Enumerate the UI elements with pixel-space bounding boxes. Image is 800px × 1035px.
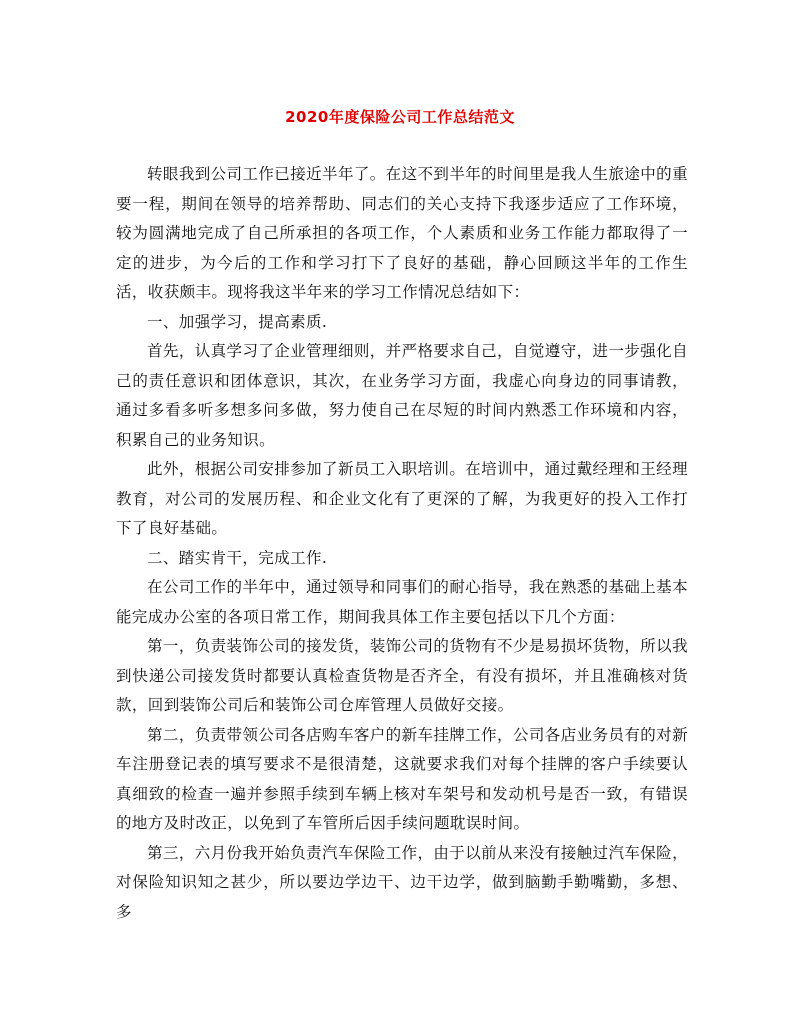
document-body	[116, 160, 688, 927]
document-title: 2020年度保险公司工作总结范文	[285, 108, 515, 126]
paragraph-work-overview: 在公司工作的半年中，通过领导和同事们的耐心指导，我在熟悉的基础上基本能完成办公室的各项日常工作，期间我具体工作主要包括以下几个方面：	[116, 578, 688, 626]
paragraph-first-task: 第一，负责装饰公司的接发货，装饰公司的货物有不少是易损坏货物，所以我到快递公司接发货时都要认真检查货物是否齐全，有没有损坏，并且准确核对货款，回到装饰公司后和装饰公司仓库管理人员做好交接。	[116, 637, 688, 714]
section-heading-2: 二、踏实肯干，完成工作.	[147, 548, 328, 567]
paragraph-study: 首先，认真学习了企业管理细则，并严格要求自己，自觉遵守，进一步强化自己的责任意识和团体意识，其次，在业务学习方面，我虚心向身边的同事请教，通过多看多听多想多问多做，努力使自己在尽短的时间内熟悉工作环境和内容，积累自己的业务知识。	[116, 342, 688, 449]
paragraph-intro: 转眼我到公司工作已接近半年了。在这不到半年的时间里是我人生旅途中的重要一程，期间在领导的培养帮助、同志们的关心支持下我逐步适应了工作环境，较为圆满地完成了自己所承担的各项工作，个人素质和业务工作能力都取得了一定的进步，为今后的工作和学习打下了良好的基础，静心回顾这半年的工作生活，收获颇丰。现将我这半年来的学习工作情况总结如下：	[116, 165, 688, 301]
paragraph-third-task: 第三，六月份我开始负责汽车保险工作，由于以前从来没有接触过汽车保险，对保险知识知之甚少，所以要边学边干、边干边学，做到脑勤手勤嘴勤，多想、多	[116, 843, 688, 921]
section-heading-1: 一、加强学习，提高素质.	[147, 312, 328, 331]
paragraph-second-task: 第二，负责带领公司各店购车客户的新车挂牌工作，公司各店业务员有的对新车注册登记表的填写要求不是很清楚，这就要求我们对每个挂牌的客户手续要认真细致的检查一遍并参照手续到车辆上核对车架号和发动机号是否一致，有错误的地方及时改正，以免到了车管所后因手续问题耽误时间。	[116, 725, 688, 832]
paragraph-training: 此外，根据公司安排参加了新员工入职培训。在培训中，通过戴经理和王经理教育，对公司的发展历程、和企业文化有了更深的了解，为我更好的投入工作打下了良好基础。	[116, 460, 688, 537]
